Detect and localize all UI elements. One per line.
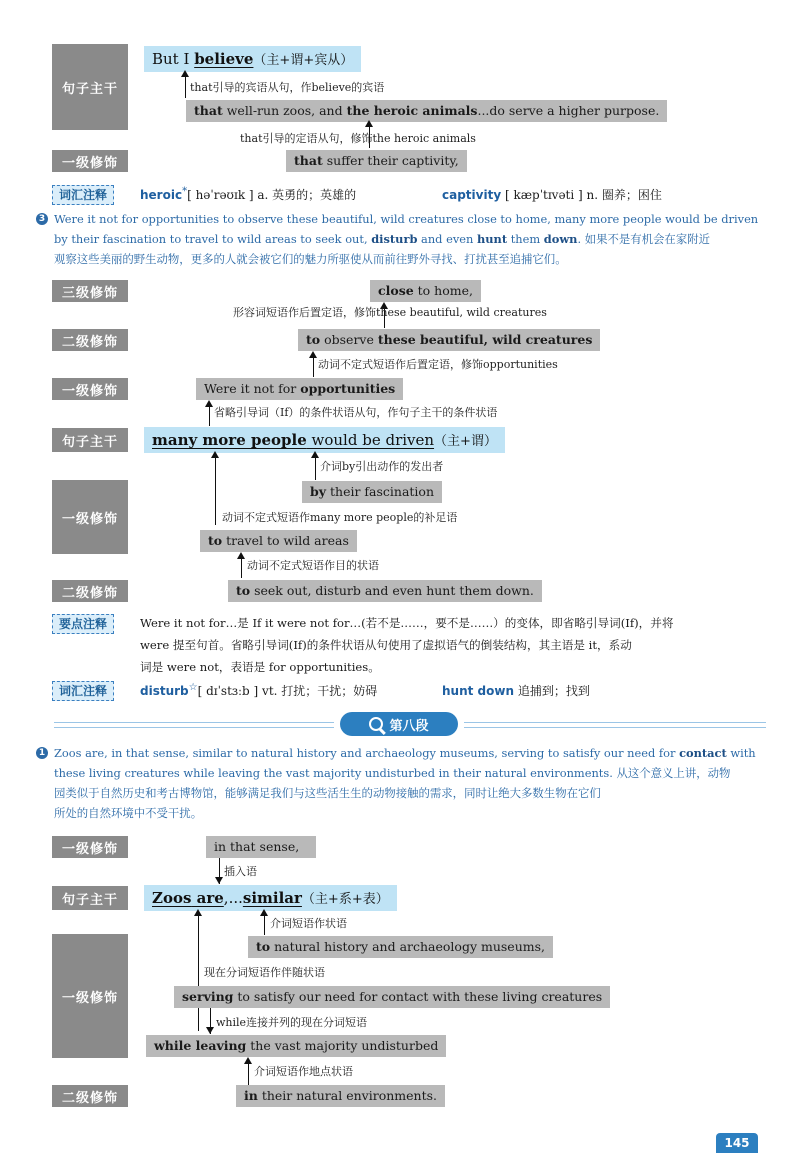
that-text: well-run zoos, and <box>222 103 347 118</box>
section-header <box>340 712 458 736</box>
serving-text: to satisfy our need for contact with these living creatures <box>233 989 603 1004</box>
sentence-1 <box>54 743 766 823</box>
sentence-line: 园类似于自然历史和考古博物馆，能够满足我们与这些活生生的动物接触的需求，同时让绝大多数生物在它们 <box>54 786 601 800</box>
vocab-def: [ həˈrəʊɪk ] a. 英勇的；英雄的 <box>187 188 357 202</box>
vocab-word: disturb <box>140 684 189 698</box>
arrow-head <box>181 70 189 77</box>
main-clause-box <box>144 46 361 72</box>
creatures-text: these beautiful, wild creatures <box>377 332 593 347</box>
travel-text: travel to wild areas <box>222 533 349 548</box>
section-rule-right <box>464 722 766 728</box>
keypoint-line: 词是 were not，表语是 for opportunities。 <box>140 660 380 674</box>
sentence-line: 所处的自然环境中不受干扰。 <box>54 806 203 820</box>
vocab-word: heroic <box>140 188 183 202</box>
to-word: to <box>256 939 271 954</box>
note-participle: 现在分词短语作伴随状语 <box>204 966 325 979</box>
sentence-3 <box>54 209 766 269</box>
note-while: while连接并列的现在分词短语 <box>216 1016 368 1029</box>
serving-word: serving <box>182 989 234 1004</box>
main-text: But I <box>152 50 195 68</box>
keypoint-line: were 提至句首。省略引导词(If)的条件状语从句使用了虚拟语气的倒装结构，其主语是 it，系动 <box>140 638 632 652</box>
label-second-modifier: 二级修饰 <box>52 580 128 602</box>
vocab-tag: 词汇注释 <box>52 185 114 205</box>
observe-box <box>298 329 600 351</box>
arrow-head <box>211 451 219 458</box>
sentence-number: 1 <box>36 747 48 759</box>
travel-box <box>200 530 357 552</box>
note-object-clause: that引导的宾语从句，作believe的宾语 <box>190 81 385 94</box>
that-word: that <box>194 103 223 118</box>
museums-text: natural history and archaeology museums, <box>270 939 545 954</box>
vocab-tag: 词汇注释 <box>52 681 114 701</box>
main-clause-box <box>144 885 397 911</box>
sentence-line: by their fascination to travel to wild areas to seek out, disturb and even hunt them down. 如果不是有机会在家附近 <box>54 232 710 246</box>
predicate: would be driven <box>306 431 435 449</box>
vocab-def: 追捕到；找到 <box>514 684 590 698</box>
close-to-home-box <box>370 280 481 302</box>
keypoint-text <box>140 612 766 678</box>
arrow-head <box>309 351 317 358</box>
sentence-line: 观察这些美丽的野生动物，更多的人就会被它们的魅力所驱使从而前往野外寻找、打扰甚至追捕它们。 <box>54 252 567 266</box>
that-word: that <box>294 153 323 168</box>
arrow-head <box>237 552 245 559</box>
vocab-word: hunt down <box>442 684 515 698</box>
museums-box <box>248 936 553 958</box>
seek-out-box <box>228 580 542 602</box>
vocab-heroic <box>140 186 356 203</box>
natural-env-box <box>236 1085 445 1107</box>
sentence-line: these living creatures while leaving the vast majority undisturbed in their natural environments. 从这个意义上讲，动物 <box>54 766 731 780</box>
in-that-sense-box: in that sense, <box>206 836 316 858</box>
subject: Zoos <box>152 889 192 907</box>
note-conditional: 省略引导词（If）的条件状语从句，作句子主干的条件状语 <box>214 406 498 419</box>
sentence-line: Zoos are, in that sense, similar to natural history and archaeology museums, serving to satisfy our need for contact with <box>54 746 756 760</box>
close-text: to home, <box>413 283 473 298</box>
to-word: to <box>236 583 251 598</box>
main-structure: （主+系+表） <box>301 892 389 907</box>
section-title: 第八段 <box>389 718 429 734</box>
heroic-animals: the heroic animals <box>346 103 478 118</box>
predicative: similar <box>242 889 302 907</box>
label-second-modifier: 二级修饰 <box>52 1085 128 1107</box>
main-clause-box <box>144 427 505 453</box>
star-mark: * <box>182 186 188 197</box>
that-clause-box <box>186 100 667 122</box>
vocab-hunt-down <box>442 682 590 699</box>
vocab-def: [ kæpˈtɪvəti ] n. 圈养；困住 <box>504 188 662 202</box>
vocab-captivity <box>442 186 662 203</box>
suffer-text: suffer their captivity, <box>322 153 459 168</box>
while-text: the vast majority undisturbed <box>246 1038 439 1053</box>
main-structure: （主+谓+宾从） <box>253 53 354 68</box>
label-main-clause: 句子主干 <box>52 44 128 130</box>
subject: many more people <box>152 431 307 449</box>
note-infinitive-attributive: 动词不定式短语作后置定语，修饰opportunities <box>318 358 558 371</box>
main-structure: （主+谓） <box>434 434 497 449</box>
keypoint-tag: 要点注释 <box>52 614 114 634</box>
label-first-modifier: 一级修饰 <box>52 150 128 172</box>
vocab-def: [ dɪˈstɜːb ] vt. 打扰；干扰；妨碍 <box>197 684 378 698</box>
magnifier-icon <box>369 717 383 731</box>
arrow-head-down <box>206 1027 214 1034</box>
note-complement: 动词不定式短语作many more people的补足语 <box>222 511 458 524</box>
label-main-clause: 句子主干 <box>52 886 128 910</box>
label-first-modifier: 一级修饰 <box>52 480 128 554</box>
arrow-head <box>260 909 268 916</box>
suffer-clause-box <box>286 150 467 172</box>
label-first-modifier: 一级修饰 <box>52 934 128 1058</box>
arrow-line <box>198 911 199 1031</box>
vocab-word: captivity <box>442 188 502 202</box>
star-mark: ☆ <box>188 682 198 693</box>
sentence-line: Were it not for opportunities to observe these beautiful, wild creatures close to home, many more people would be driven <box>54 212 759 226</box>
page-number: 145 <box>716 1133 758 1153</box>
env-text: their natural environments. <box>257 1088 437 1103</box>
main-verb: believe <box>194 50 254 68</box>
note-relative-clause: that引导的定语从句，修饰the heroic animals <box>240 132 476 145</box>
were-it-not-box <box>196 378 403 400</box>
note-place: 介词短语作地点状语 <box>254 1065 353 1078</box>
arrow-head <box>194 909 202 916</box>
vocab-disturb <box>140 682 377 699</box>
seek-text: seek out, disturb and even hunt them down. <box>250 583 534 598</box>
observe-text: observe <box>320 332 378 347</box>
verb: are <box>191 889 224 907</box>
were-text: Were it not for <box>204 381 301 396</box>
while-leaving-box <box>146 1035 446 1057</box>
opportunities-word: opportunities <box>300 381 396 396</box>
label-first-modifier: 一级修饰 <box>52 836 128 858</box>
to-word: to <box>208 533 223 548</box>
arrow-head-down <box>215 877 223 884</box>
sentence-number: 3 <box>36 213 48 225</box>
arrow-head <box>365 120 373 127</box>
by-word: by <box>310 484 327 499</box>
arrow-line <box>215 453 216 525</box>
while-leaving-word: while leaving <box>154 1038 247 1053</box>
note-prep-adverbial: 介词短语作状语 <box>270 917 347 930</box>
serving-box <box>174 986 610 1008</box>
section-rule-left <box>54 722 334 728</box>
note-parenthesis: 插入语 <box>224 865 257 878</box>
in-word: in <box>244 1088 258 1103</box>
label-second-modifier: 二级修饰 <box>52 329 128 351</box>
that-text-end: ...do serve a higher purpose. <box>477 103 660 118</box>
note-adj-phrase: 形容词短语作后置定语，修饰these beautiful, wild creatures <box>233 306 547 319</box>
arrow-head <box>244 1057 252 1064</box>
arrow-head <box>311 451 319 458</box>
close-word: close <box>378 283 414 298</box>
by-text: their fascination <box>326 484 434 499</box>
arrow-head <box>205 400 213 407</box>
label-third-modifier: 三级修饰 <box>52 280 128 302</box>
by-fascination-box <box>302 481 442 503</box>
label-main-clause: 句子主干 <box>52 428 128 452</box>
ellipsis: ,... <box>223 889 243 907</box>
to-word: to <box>306 332 321 347</box>
keypoint-line: Were it not for…是 If it were not for…(若不是……，要不是……）的变体，即省略引导词(If)，并将 <box>140 616 674 630</box>
note-by-agent: 介词by引出动作的发出者 <box>320 460 444 473</box>
label-first-modifier: 一级修饰 <box>52 378 128 400</box>
note-purpose: 动词不定式短语作目的状语 <box>247 559 379 572</box>
